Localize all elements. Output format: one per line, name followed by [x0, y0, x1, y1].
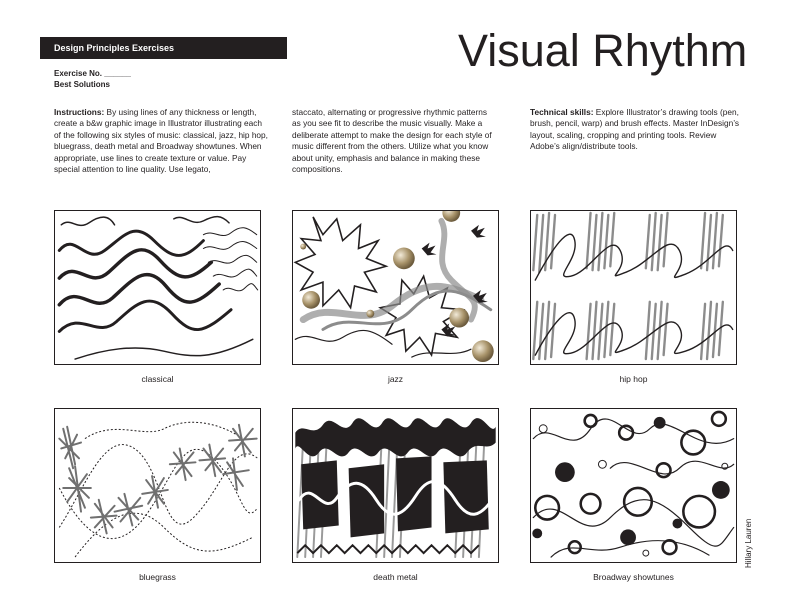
panel-death-metal — [292, 408, 499, 563]
solutions-label: Best Solutions — [54, 80, 111, 89]
instructions-text-1: By using lines of any thickness or length, create a b&w graphic image in Illustrator illustrating each of the following six styles of music: classical, jazz, hip hop, bluegrass, death metal and Broadway showtunes. When appropriate, use lines to create texture or value. Pay special attention to line quality. Use legato, — [54, 107, 268, 175]
exercise-number: Exercise No. ______ — [54, 69, 131, 78]
technical-label: Technical skills: — [530, 107, 594, 117]
death-metal-artwork — [293, 409, 498, 562]
panel-bluegrass — [54, 408, 261, 563]
caption-death-metal: death metal — [373, 572, 418, 582]
exercise-block — [54, 68, 131, 90]
technical-skills — [530, 107, 744, 153]
instructions-col-1 — [54, 107, 268, 175]
jazz-artwork — [293, 211, 498, 364]
caption-bluegrass: bluegrass — [139, 572, 176, 582]
caption-jazz: jazz — [387, 374, 404, 384]
instructions-label: Instructions: — [54, 107, 105, 117]
panel-jazz — [292, 210, 499, 365]
instructions-text-2: staccato, alternating or progressive rhythmic patterns as you see fit to describe the music visually. Make a deliberate attempt to make the design for each style of music different from the others. Utilize what you know about unity, emphasis and balance in making these compositions. — [292, 107, 492, 175]
caption-broadway: Broadway showtunes — [593, 572, 674, 582]
panel-hip-hop — [530, 210, 737, 365]
classical-artwork — [55, 211, 260, 364]
bluegrass-artwork — [55, 409, 260, 562]
broadway-artwork — [531, 409, 736, 562]
panel-broadway — [530, 408, 737, 563]
instructions-col-2 — [292, 107, 498, 175]
panel-classical — [54, 210, 261, 365]
header-bar-label: Design Principles Exercises — [54, 43, 175, 53]
hip-hop-artwork — [531, 211, 736, 364]
header-bar — [40, 37, 287, 59]
page-title: Visual Rhythm — [458, 25, 748, 76]
caption-hip-hop: hip hop — [619, 374, 648, 384]
artist-signature: Hillary Lauren — [744, 518, 753, 568]
caption-classical: classical — [141, 374, 174, 384]
technical-text: Explore Illustrator’s drawing tools (pen, brush, pencil, warp) and brush effects. Master InDesign’s layout, scaling, cropping and printing tools. Review Adobe’s align/distribute tools. — [530, 107, 740, 152]
